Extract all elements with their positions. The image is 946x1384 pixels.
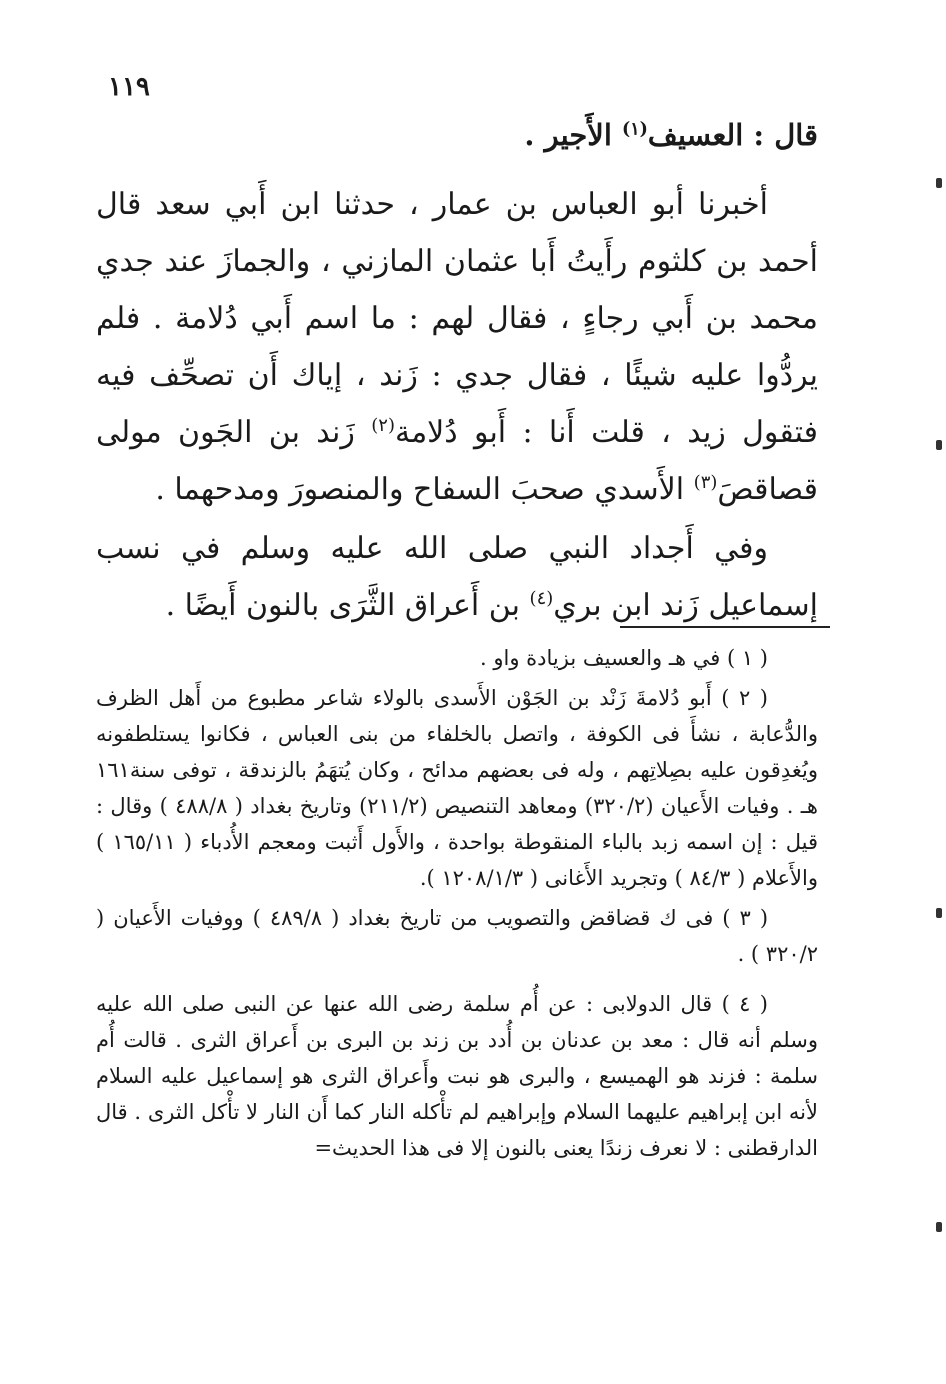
page-number: ١١٩ (108, 72, 150, 102)
heading-text: قال : العسيف (647, 118, 818, 152)
paragraph-text: بن أَعراق الثَّرَى بالنون أَيضًا . (165, 588, 530, 623)
paragraph-text: زَند بن الجَون مولى قصاقصَ (96, 415, 818, 507)
margin-mark (936, 178, 942, 188)
margin-mark (936, 1222, 942, 1232)
footnote-1: ( ١ ) في هـ والعسيف بزيادة واو . (480, 646, 768, 670)
footnote-2: ( ٢ ) أَبو دُلامةَ زَنْد بن الجَوْن الأَسدى بالولاء شاعر مطبوع من أَهل الظرف والدُّعابة ، نشأَ فى الكوفة ، واتصل بالخلفاء من بنى العباس ، فكانوا يستلطفونه ويُغدِقون عليه بصِلاتِهم ، وله فى بعضهم مدائح ، وكان يُتهَمُ بالزندقة ، توفى سنة١٦١ هـ . وفيات الأَعيان (٣٢٠/٢) ومعاهد التنصيص (٢١١/٢) وتاريخ بغداد ( ٤٨٨/٨ ) وقال : قيل : إن اسمه زبد بالباء المنقوطة بواحدة ، والأَول أَثبت ومعجم الأُدباء ( ١٦٥/١١ ) والأَعلام ( ٨٤/٣ ) وتجريد الأَغانى ( ١٢٠٨/١/٣ ). (96, 686, 818, 890)
footnote-ref-2[interactable]: (٢) (371, 415, 395, 436)
footnote-3: ( ٣ ) فى ك قضاقض والتصويب من تاريخ بغداد ( ٤٨٩/٨ ) ووفيات الأَعيان ( ٣٢٠/٢ ) . (96, 906, 818, 966)
footnote-ref-3[interactable]: (٣) (693, 472, 718, 493)
paragraph-text: الأَسدي صحبَ السفاح والمنصورَ ومدحهما . (155, 472, 694, 507)
heading-text-after: الأَجير . (524, 118, 622, 152)
footnote-divider (620, 626, 830, 628)
margin-mark (936, 440, 942, 450)
footnote-4: ( ٤ ) قال الدولابى : عن أُم سلمة رضى الله عنها عن النبى صلى الله عليه وسلم أنه قال : معد بن عدنان بن أُدد بن زند بن البرى بن أَعراق الثرى . قالت أُم سلمة : فزند هو الهميسع ، والبرى هو نبت وأَعراق الثرى هو إسماعيل عليه السلام لأنه ابن إبراهيم عليهما السلام وإبراهيم لم تأْكله النار كما أَن النار لا تأْكل الثرى . قال الدارقطنى : لا نعرف زندًا يعنى بالنون إلا فى هذا الحديث= (96, 992, 818, 1160)
footnote-ref-4[interactable]: (٤) (529, 588, 554, 609)
footnotes-section (96, 640, 818, 1170)
section-heading (524, 118, 818, 152)
paragraph-text: وفي أَجداد النبي صلى الله عليه وسلم في نسب إسماعيل زَند ابن بري (96, 531, 818, 623)
body-paragraph-2 (96, 520, 818, 634)
body-paragraph-1 (96, 176, 818, 518)
margin-mark (936, 908, 942, 918)
paragraph-text: أخبرنا أبو العباس بن عمار ، حدثنا ابن أَبي سعد قال أحمد بن كلثوم رأَيتُ أَبا عثمان المازني ، والجمازَ عند جدي محمد بن أَبي رجاءٍ ، فقال لهم : ما اسم أَبي دُلامة . فلم يردُّوا عليه شيئًا ، فقال جدي : زَند ، إياك أَن تصحِّف فيه فتقول زيد ، قلت أَنا : أَبو دُلامة (96, 187, 819, 450)
footnote-ref-1[interactable]: (١) (621, 119, 648, 140)
